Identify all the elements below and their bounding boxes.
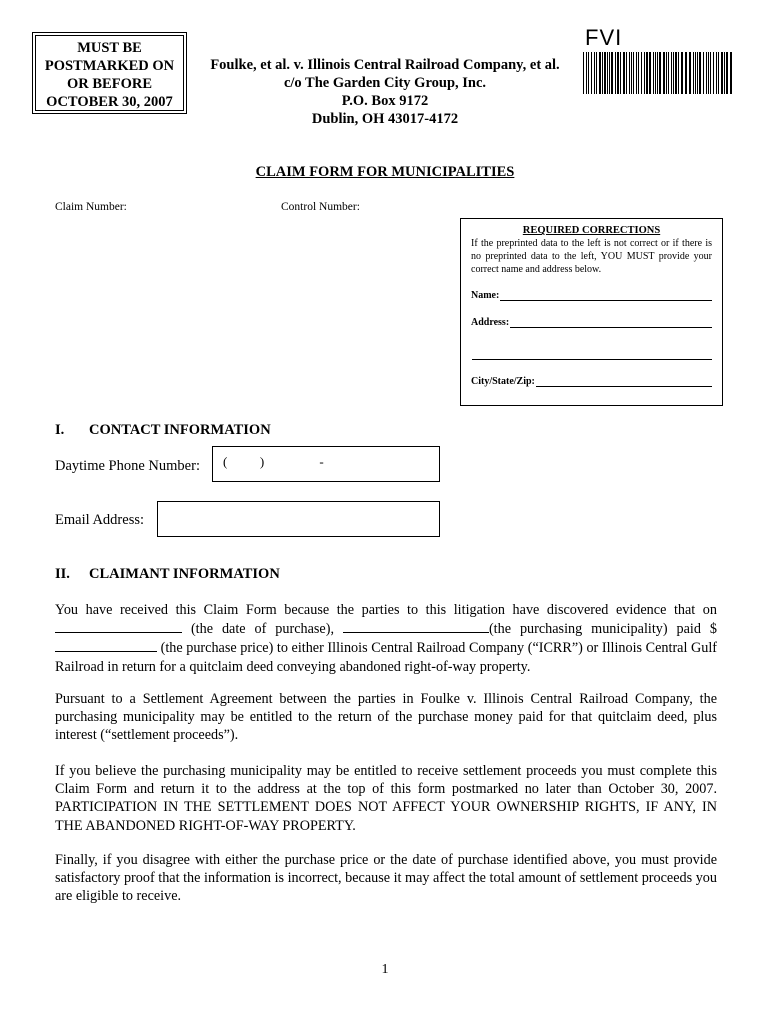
case-name: Foulke, et al. v. Illinois Central Railroad Company, et al. bbox=[210, 57, 560, 73]
city-zip: Dublin, OH 43017-4172 bbox=[311, 111, 459, 127]
claim-number-label: Claim Number: bbox=[55, 201, 127, 213]
postmark-line: MUST BE bbox=[77, 40, 142, 56]
city-state-zip-label: City/State/Zip: bbox=[471, 376, 535, 387]
municipality-blank[interactable] bbox=[343, 619, 489, 633]
section-claimant-heading bbox=[55, 566, 280, 583]
paragraph-settlement: Pursuant to a Settlement Agreement between the parties in Foulke v. Illinois Central Railroad Company, the purchasing municipality may be entitled to the return of the purchase money paid for that quitclaim deed, plus interest (“settlement proceeds”). bbox=[55, 691, 717, 744]
administrator-name: c/o The Garden City Group, Inc. bbox=[283, 75, 487, 91]
phone-template: ( ) - bbox=[223, 454, 324, 469]
name-line[interactable] bbox=[500, 291, 712, 301]
email-label: Email Address: bbox=[55, 512, 145, 528]
section-title: CLAIMANT INFORMATION bbox=[89, 566, 280, 582]
phone-input[interactable] bbox=[212, 446, 440, 482]
address-field[interactable] bbox=[471, 317, 712, 328]
section-title: CONTACT INFORMATION bbox=[89, 422, 271, 438]
po-box: P.O. Box 9172 bbox=[341, 93, 429, 109]
name-field[interactable] bbox=[471, 290, 712, 301]
purchase-price-blank[interactable] bbox=[55, 638, 157, 652]
section-contact-heading bbox=[55, 422, 271, 439]
section-number: I. bbox=[55, 422, 65, 438]
paragraph-evidence bbox=[55, 601, 717, 676]
p1-text-c: (the purchasing municipality) paid bbox=[488, 621, 701, 638]
p1-text-e: (the purchase price) to either Illinois Central Railroad Company (“ICRR”) or Illinois Central Gulf Railroad in return for a quitclaim deed conveying abandoned right-of-way property. bbox=[55, 640, 718, 675]
corrections-title: REQUIRED CORRECTIONS bbox=[522, 225, 661, 236]
corrections-instructions: If the preprinted data to the left is not correct or if there is no preprinted data to the left, YOU MUST provide your correct name and address below. bbox=[471, 238, 712, 275]
page-number: 1 bbox=[381, 962, 389, 977]
return-address-header bbox=[190, 56, 580, 128]
paragraph-deadline: If you believe the purchasing municipality may be entitled to receive settlement proceeds you must complete this Claim Form and return it to the address at the top of this form postmarked no later than October 30, 2007. PARTICIPATION IN THE SETTLEMENT DOES NOT AFFECT YOUR OWNERSHIP RIGHTS, IF ANY, IN THE ABANDONED RIGHT-OF-WAY PROPERTY. bbox=[55, 763, 717, 834]
address-line-2[interactable] bbox=[471, 350, 712, 360]
name-label: Name: bbox=[471, 290, 500, 301]
p1-text-d: $ bbox=[709, 621, 718, 638]
form-code: FVI bbox=[585, 25, 623, 50]
city-state-zip-field[interactable] bbox=[471, 376, 712, 387]
address-label: Address: bbox=[471, 317, 510, 328]
required-corrections-box bbox=[460, 218, 723, 406]
address-line-2-rule[interactable] bbox=[472, 350, 712, 360]
postmark-line: OCTOBER 30, 2007 bbox=[46, 94, 173, 110]
paragraph-dispute: Finally, if you disagree with either the purchase price or the date of purchase identified above, you must provide satisfactory proof that the information is incorrect, because it may affect the total amount of settlement proceeds you are eligible to receive. bbox=[55, 852, 717, 905]
control-number-label: Control Number: bbox=[281, 201, 360, 213]
barcode-image bbox=[583, 52, 735, 94]
date-of-purchase-blank[interactable] bbox=[55, 619, 182, 633]
city-state-zip-line[interactable] bbox=[536, 377, 712, 387]
postmark-line: POSTMARKED ON bbox=[44, 58, 175, 74]
form-title: CLAIM FORM FOR MUNICIPALITIES bbox=[255, 164, 515, 180]
postmark-deadline-box bbox=[32, 32, 187, 114]
postmark-line: OR BEFORE bbox=[67, 76, 152, 92]
p1-text-a: You have received this Claim Form because the parties to this litigation have discovered evidence that on bbox=[55, 602, 717, 618]
p1-text-b: (the date of purchase), bbox=[190, 621, 334, 638]
email-input[interactable] bbox=[157, 501, 440, 537]
section-number: II. bbox=[55, 566, 70, 582]
address-line[interactable] bbox=[510, 318, 712, 328]
phone-label: Daytime Phone Number: bbox=[55, 458, 200, 474]
